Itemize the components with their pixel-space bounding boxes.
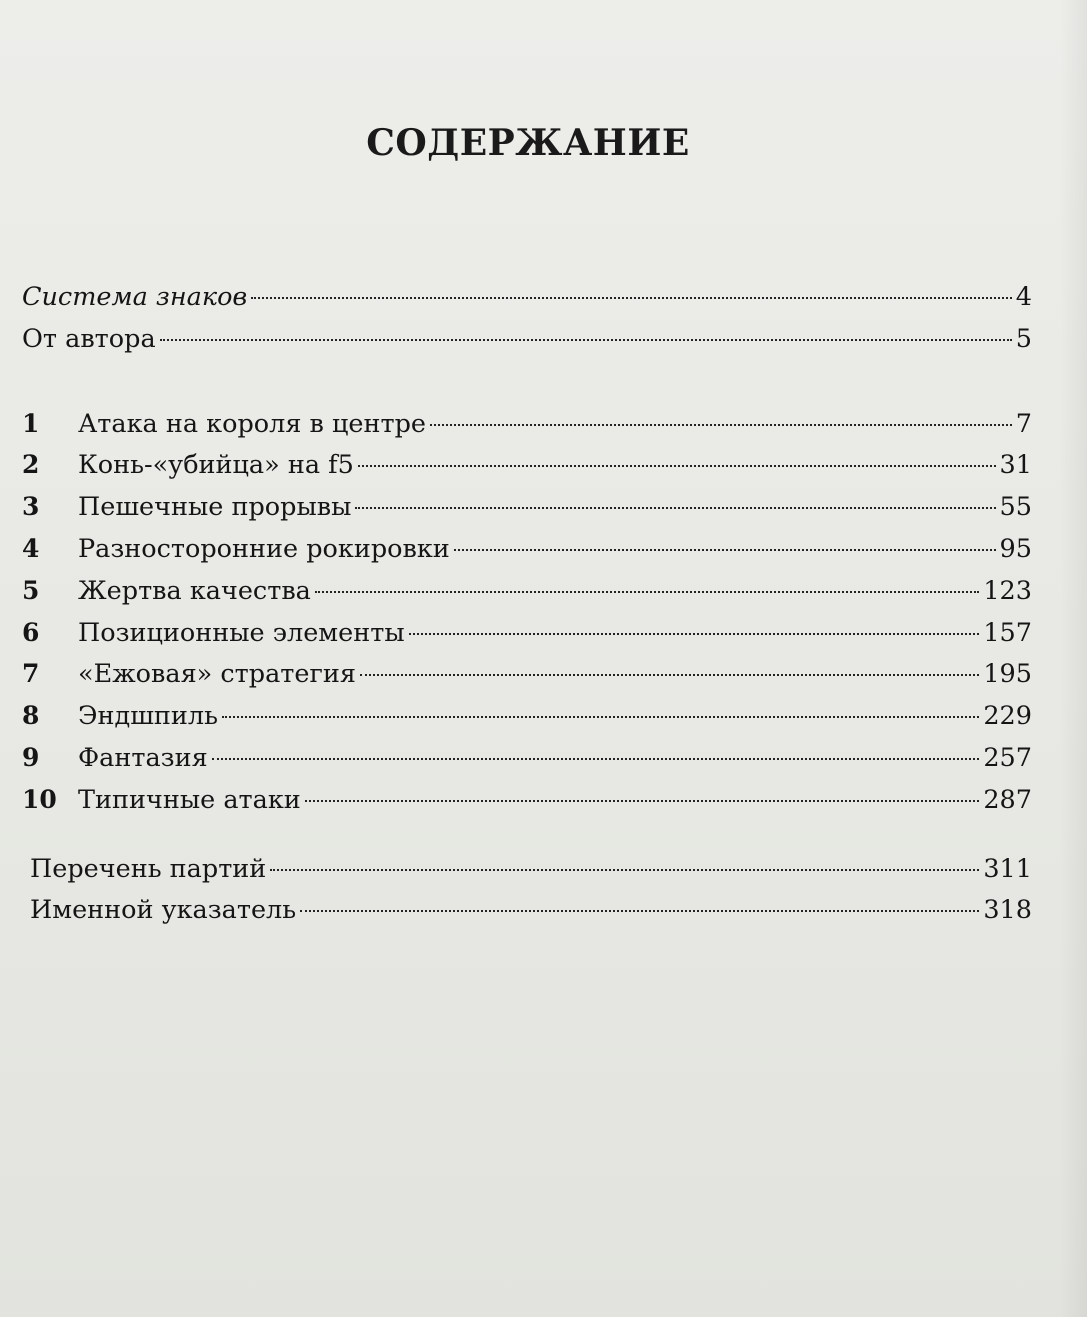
page-edge-shadow (1059, 0, 1087, 1317)
toc-chapter-2 (22, 444, 1032, 486)
chapter-number: 3 (22, 492, 40, 522)
chapter-number: 2 (22, 450, 40, 480)
spacer (22, 821, 1032, 849)
chapter-number: 10 (22, 784, 57, 814)
table-of-contents (22, 277, 1032, 932)
toc-entry-label: От автора (22, 323, 156, 354)
toc-chapter-1 (22, 403, 1032, 445)
dot-leader (355, 507, 995, 509)
chapter-title: Фантазия (78, 742, 208, 773)
page-title: СОДЕРЖАНИЕ (366, 122, 690, 164)
toc-chapter-5 (22, 570, 1032, 612)
toc-chapter-4 (22, 528, 1032, 570)
dot-leader (222, 716, 979, 718)
chapter-number: 9 (22, 742, 40, 772)
dot-leader (360, 674, 979, 676)
toc-chapter-9 (22, 737, 1032, 779)
toc-chapter-10 (22, 779, 1032, 821)
dot-leader (305, 800, 980, 802)
toc-entry-preface (22, 319, 1032, 361)
dot-leader (160, 339, 1012, 341)
toc-entry-label: Именной указатель (30, 895, 297, 926)
chapter-number: 7 (22, 659, 40, 689)
chapter-title: Конь-«убийца» на f5 (78, 450, 354, 481)
dot-leader (358, 465, 996, 467)
dot-leader (430, 424, 1012, 426)
chapter-title: Позиционные элементы (78, 617, 405, 648)
dot-leader (251, 297, 1011, 299)
chapter-number: 8 (22, 701, 40, 731)
chapter-page: 31 (999, 450, 1032, 481)
chapter-page: 55 (999, 492, 1032, 523)
chapter-page: 195 (983, 659, 1032, 690)
toc-chapter-3 (22, 486, 1032, 528)
chapter-page: 7 (1015, 408, 1032, 439)
chapter-number: 6 (22, 617, 40, 647)
toc-entry-label: Перечень партий (30, 853, 267, 884)
toc-entry-name-index (22, 890, 1032, 932)
spacer (22, 361, 1032, 403)
dot-leader (300, 910, 979, 912)
dot-leader (315, 591, 979, 593)
chapter-title: Жертва качества (78, 575, 311, 606)
dot-leader (212, 758, 980, 760)
dot-leader (454, 549, 996, 551)
toc-entry-page: 318 (983, 895, 1032, 926)
chapter-page: 229 (983, 701, 1032, 732)
chapter-page: 123 (983, 575, 1032, 606)
toc-entry-page: 5 (1015, 323, 1032, 354)
toc-chapter-8 (22, 695, 1032, 737)
dot-leader (270, 869, 979, 871)
chapter-title: «Ежовая» стратегия (78, 659, 356, 690)
dot-leader (409, 633, 980, 635)
toc-entry-page: 311 (983, 853, 1032, 884)
toc-entry-games-list (22, 849, 1032, 891)
chapter-title: Типичные атаки (78, 784, 301, 815)
chapter-number: 4 (22, 533, 40, 563)
toc-entry-symbols (22, 277, 1032, 319)
toc-entry-page: 4 (1015, 282, 1032, 312)
chapter-title: Атака на короля в центре (78, 408, 426, 439)
chapter-page: 157 (983, 617, 1032, 648)
chapter-title: Эндшпиль (78, 701, 218, 732)
chapter-page: 257 (983, 742, 1032, 773)
chapter-number: 5 (22, 575, 40, 605)
chapter-page: 95 (999, 533, 1032, 564)
toc-chapter-6 (22, 612, 1032, 654)
chapter-title: Пешечные прорывы (78, 492, 352, 523)
chapter-page: 287 (983, 784, 1032, 815)
toc-chapter-7 (22, 653, 1032, 695)
chapter-number: 1 (22, 408, 40, 438)
chapter-title: Разносторонние рокировки (78, 533, 450, 564)
toc-entry-label: Система знаков (22, 282, 248, 312)
